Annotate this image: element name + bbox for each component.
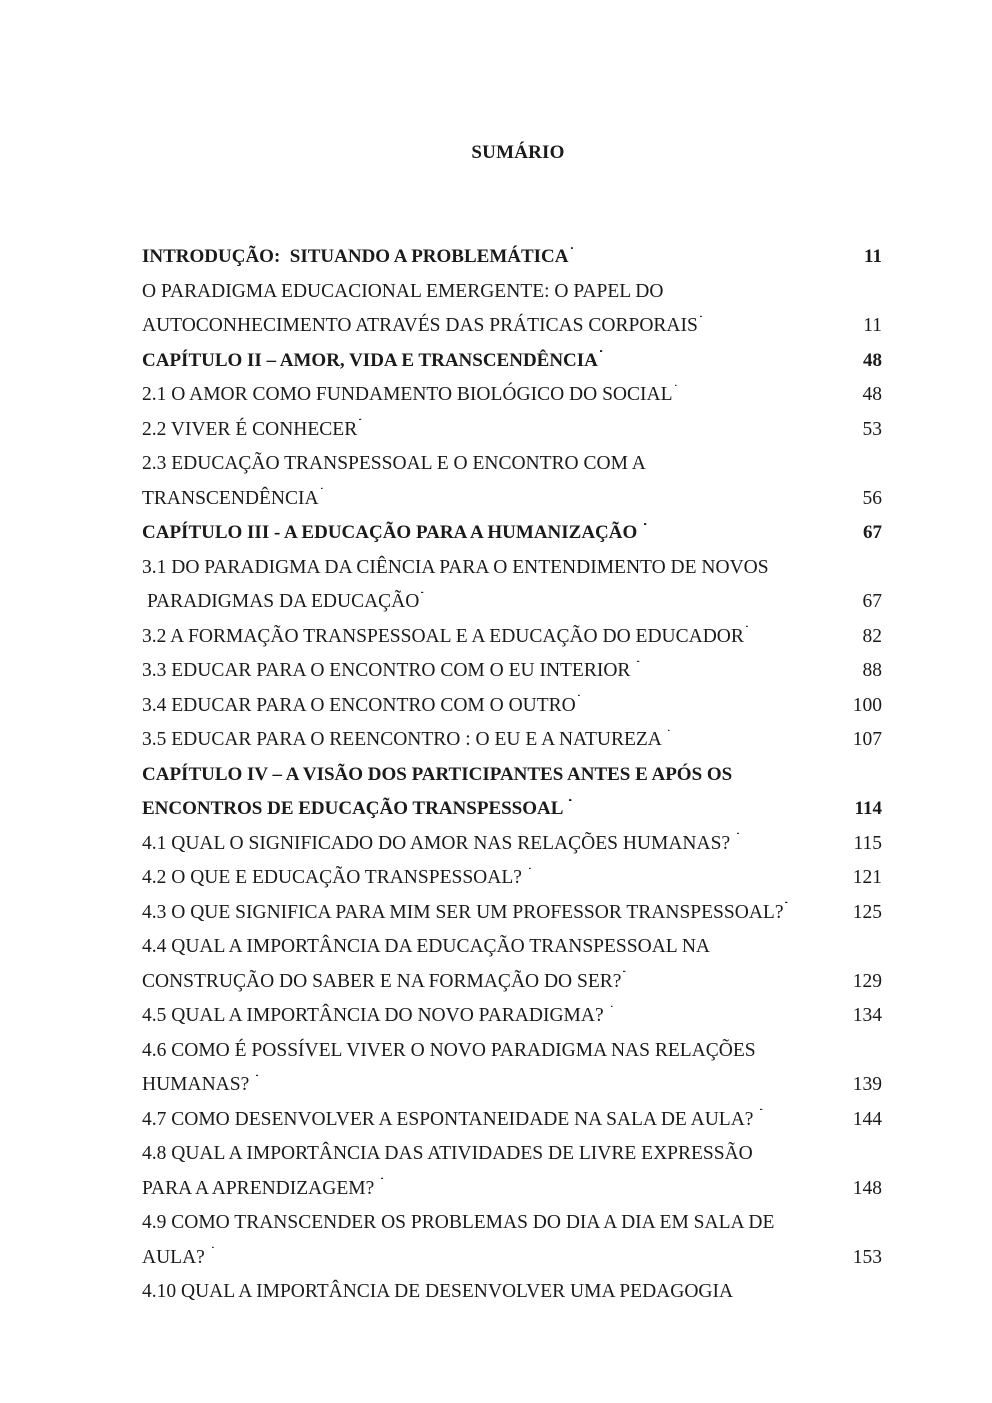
toc-entry-text: 4.3 O QUE SIGNIFICA PARA MIM SER UM PROFESSOR TRANSPESSOAL? [142,901,784,923]
toc-entry [142,999,882,1034]
toc-entry [142,551,882,586]
dot-leader [256,1071,851,1091]
toc-entry-page-number: 148 [852,1177,882,1199]
toc-entry-text: 4.9 COMO TRANSCENDER OS PROBLEMAS DO DIA A DIA EM SALA DE [142,1212,775,1233]
toc-entry [142,723,882,758]
table-of-contents [142,240,882,1310]
toc-entry-text: 2.2 VIVER É CONHECER [142,418,358,440]
toc-entry-page-number: 100 [852,694,882,716]
toc-entry-page-number: 88 [862,660,882,681]
toc-entry [142,413,882,448]
dot-leader [578,691,851,711]
dot-leader [359,415,860,435]
toc-entry-page-number: 48 [862,384,882,405]
dot-leader [600,347,861,366]
toc-entry-page-number: 129 [852,970,882,992]
toc-entry [142,1068,882,1103]
dot-leader [611,1002,851,1022]
dot-leader [644,519,861,538]
toc-entry-text: 4.4 QUAL A IMPORTÂNCIA DA EDUCAÇÃO TRANSPESSOAL NA [142,936,711,957]
toc-entry [142,1034,882,1069]
toc-entry-page-number: 115 [853,832,882,854]
toc-entry-text: 4.1 QUAL O SIGNIFICADO DO AMOR NAS RELAÇÕES HUMANAS? [142,832,735,854]
toc-entry-text: TRANSCENDÊNCIA [142,487,319,509]
toc-entry-text: HUMANAS? [142,1074,255,1095]
toc-entry-page-number: 144 [852,1108,882,1130]
toc-entry-page-number: 153 [852,1246,882,1268]
toc-entry-page-number: 67 [863,522,882,543]
toc-entry-text: PARADIGMAS DA EDUCAÇÃO [147,591,420,612]
toc-entry [142,1172,882,1207]
toc-entry [142,1241,882,1276]
dot-leader [381,1174,851,1194]
toc-entry [142,965,882,1000]
toc-entry-text: 3.1 DO PARADIGMA DA CIÊNCIA PARA O ENTENDIMENTO DE NOVOS [142,556,769,578]
toc-entry-text: O PARADIGMA EDUCACIONAL EMERGENTE: O PAPEL DO [142,280,664,302]
toc-entry [142,758,882,793]
toc-entry-text: CAPÍTULO IV – A VISÃO DOS PARTICIPANTES ANTES E APÓS OS [142,763,733,785]
toc-entry [142,585,882,620]
toc-entry [142,1103,882,1138]
toc-entry [142,447,882,482]
dot-leader [760,1105,850,1125]
toc-entry-page-number: 139 [852,1074,882,1095]
toc-entry-text: 4.10 QUAL A IMPORTÂNCIA DE DESENVOLVER UMA PEDAGOGIA [142,1281,734,1302]
toc-entry [142,792,882,827]
toc-entry-text: AULA? [142,1246,210,1268]
dot-leader [675,381,861,401]
toc-entry-text: 4.8 QUAL A IMPORTÂNCIA DAS ATIVIDADES DE LIVRE EXPRESSÃO [142,1143,753,1164]
toc-entry-text: 4.2 O QUE E EDUCAÇÃO TRANSPESSOAL? [142,867,527,888]
dot-leader [668,726,851,746]
toc-entry [142,1275,882,1310]
toc-entry-page-number: 125 [852,901,882,923]
toc-entry-page-number: 82 [862,625,882,647]
toc-entry [142,309,882,344]
dot-leader [571,243,863,262]
toc-entry [142,896,882,931]
toc-entry [142,827,882,862]
toc-entry [142,654,882,689]
toc-entry-text: INTRODUÇÃO: SITUANDO A PROBLEMÁTICA [142,246,569,267]
dot-leader [569,795,852,814]
toc-entry-page-number: 48 [863,349,882,371]
toc-entry-page-number: 11 [863,315,882,336]
dot-leader [785,898,850,918]
toc-entry-text: 2.3 EDUCAÇÃO TRANSPESSOAL E O ENCONTRO COM A [142,453,646,474]
dot-leader [737,829,851,849]
dot-leader [746,622,861,642]
dot-leader [321,484,861,504]
toc-entry-page-number: 121 [852,867,882,888]
toc-entry-text: 3.4 EDUCAR PARA O ENCONTRO COM O OUTRO [142,694,576,716]
page-title: SUMÁRIO [471,142,565,163]
toc-entry-text: AUTOCONHECIMENTO ATRAVÉS DAS PRÁTICAS CORPORAIS [142,315,698,336]
toc-entry [142,1137,882,1172]
toc-entry [142,1206,882,1241]
toc-entry [142,689,882,724]
toc-entry-text: 4.7 COMO DESENVOLVER A ESPONTANEIDADE NA SALA DE AULA? [142,1108,759,1130]
toc-entry [142,240,882,275]
toc-entry-text: 2.1 O AMOR COMO FUNDAMENTO BIOLÓGICO DO SOCIAL [142,384,673,405]
toc-entry [142,378,882,413]
toc-entry-page-number: 11 [864,246,882,267]
toc-entry-page-number: 56 [862,487,882,509]
toc-entry [142,930,882,965]
toc-entry-text: ENCONTROS DE EDUCAÇÃO TRANSPESSOAL [142,798,568,819]
toc-entry [142,344,882,379]
toc-entry-page-number: 107 [852,729,882,750]
dot-leader [212,1243,851,1263]
dot-leader [421,588,860,608]
toc-entry-text: CONSTRUÇÃO DO SABER E NA FORMAÇÃO DO SER? [142,970,622,992]
toc-entry-text: 4.5 QUAL A IMPORTÂNCIA DO NOVO PARADIGMA? [142,1005,609,1026]
dot-leader [700,312,861,332]
toc-entry-page-number: 53 [862,418,882,440]
toc-entry [142,861,882,896]
dot-leader [529,864,851,884]
toc-entry-text: 3.5 EDUCAR PARA O REENCONTRO : O EU E A NATUREZA [142,729,666,750]
toc-entry [142,516,882,551]
toc-entry-text: CAPÍTULO II – AMOR, VIDA E TRANSCENDÊNCIA [142,349,598,371]
toc-entry-page-number: 114 [854,798,882,819]
toc-entry-text: CAPÍTULO III - A EDUCAÇÃO PARA A HUMANIZAÇÃO [142,522,643,543]
toc-entry-text: 3.3 EDUCAR PARA O ENCONTRO COM O EU INTERIOR [142,660,636,681]
toc-entry-text: PARA A APRENDIZAGEM? [142,1177,380,1199]
dot-leader [637,657,860,677]
toc-entry [142,620,882,655]
toc-entry-page-number: 67 [862,591,882,612]
toc-entry [142,275,882,310]
dot-leader [623,967,850,987]
toc-entry-page-number: 134 [852,1005,882,1026]
toc-entry-text: 3.2 A FORMAÇÃO TRANSPESSOAL E A EDUCAÇÃO DO EDUCADOR [142,625,744,647]
toc-entry-text: 4.6 COMO É POSSÍVEL VIVER O NOVO PARADIGMA NAS RELAÇÕES [142,1039,756,1061]
toc-entry [142,482,882,517]
